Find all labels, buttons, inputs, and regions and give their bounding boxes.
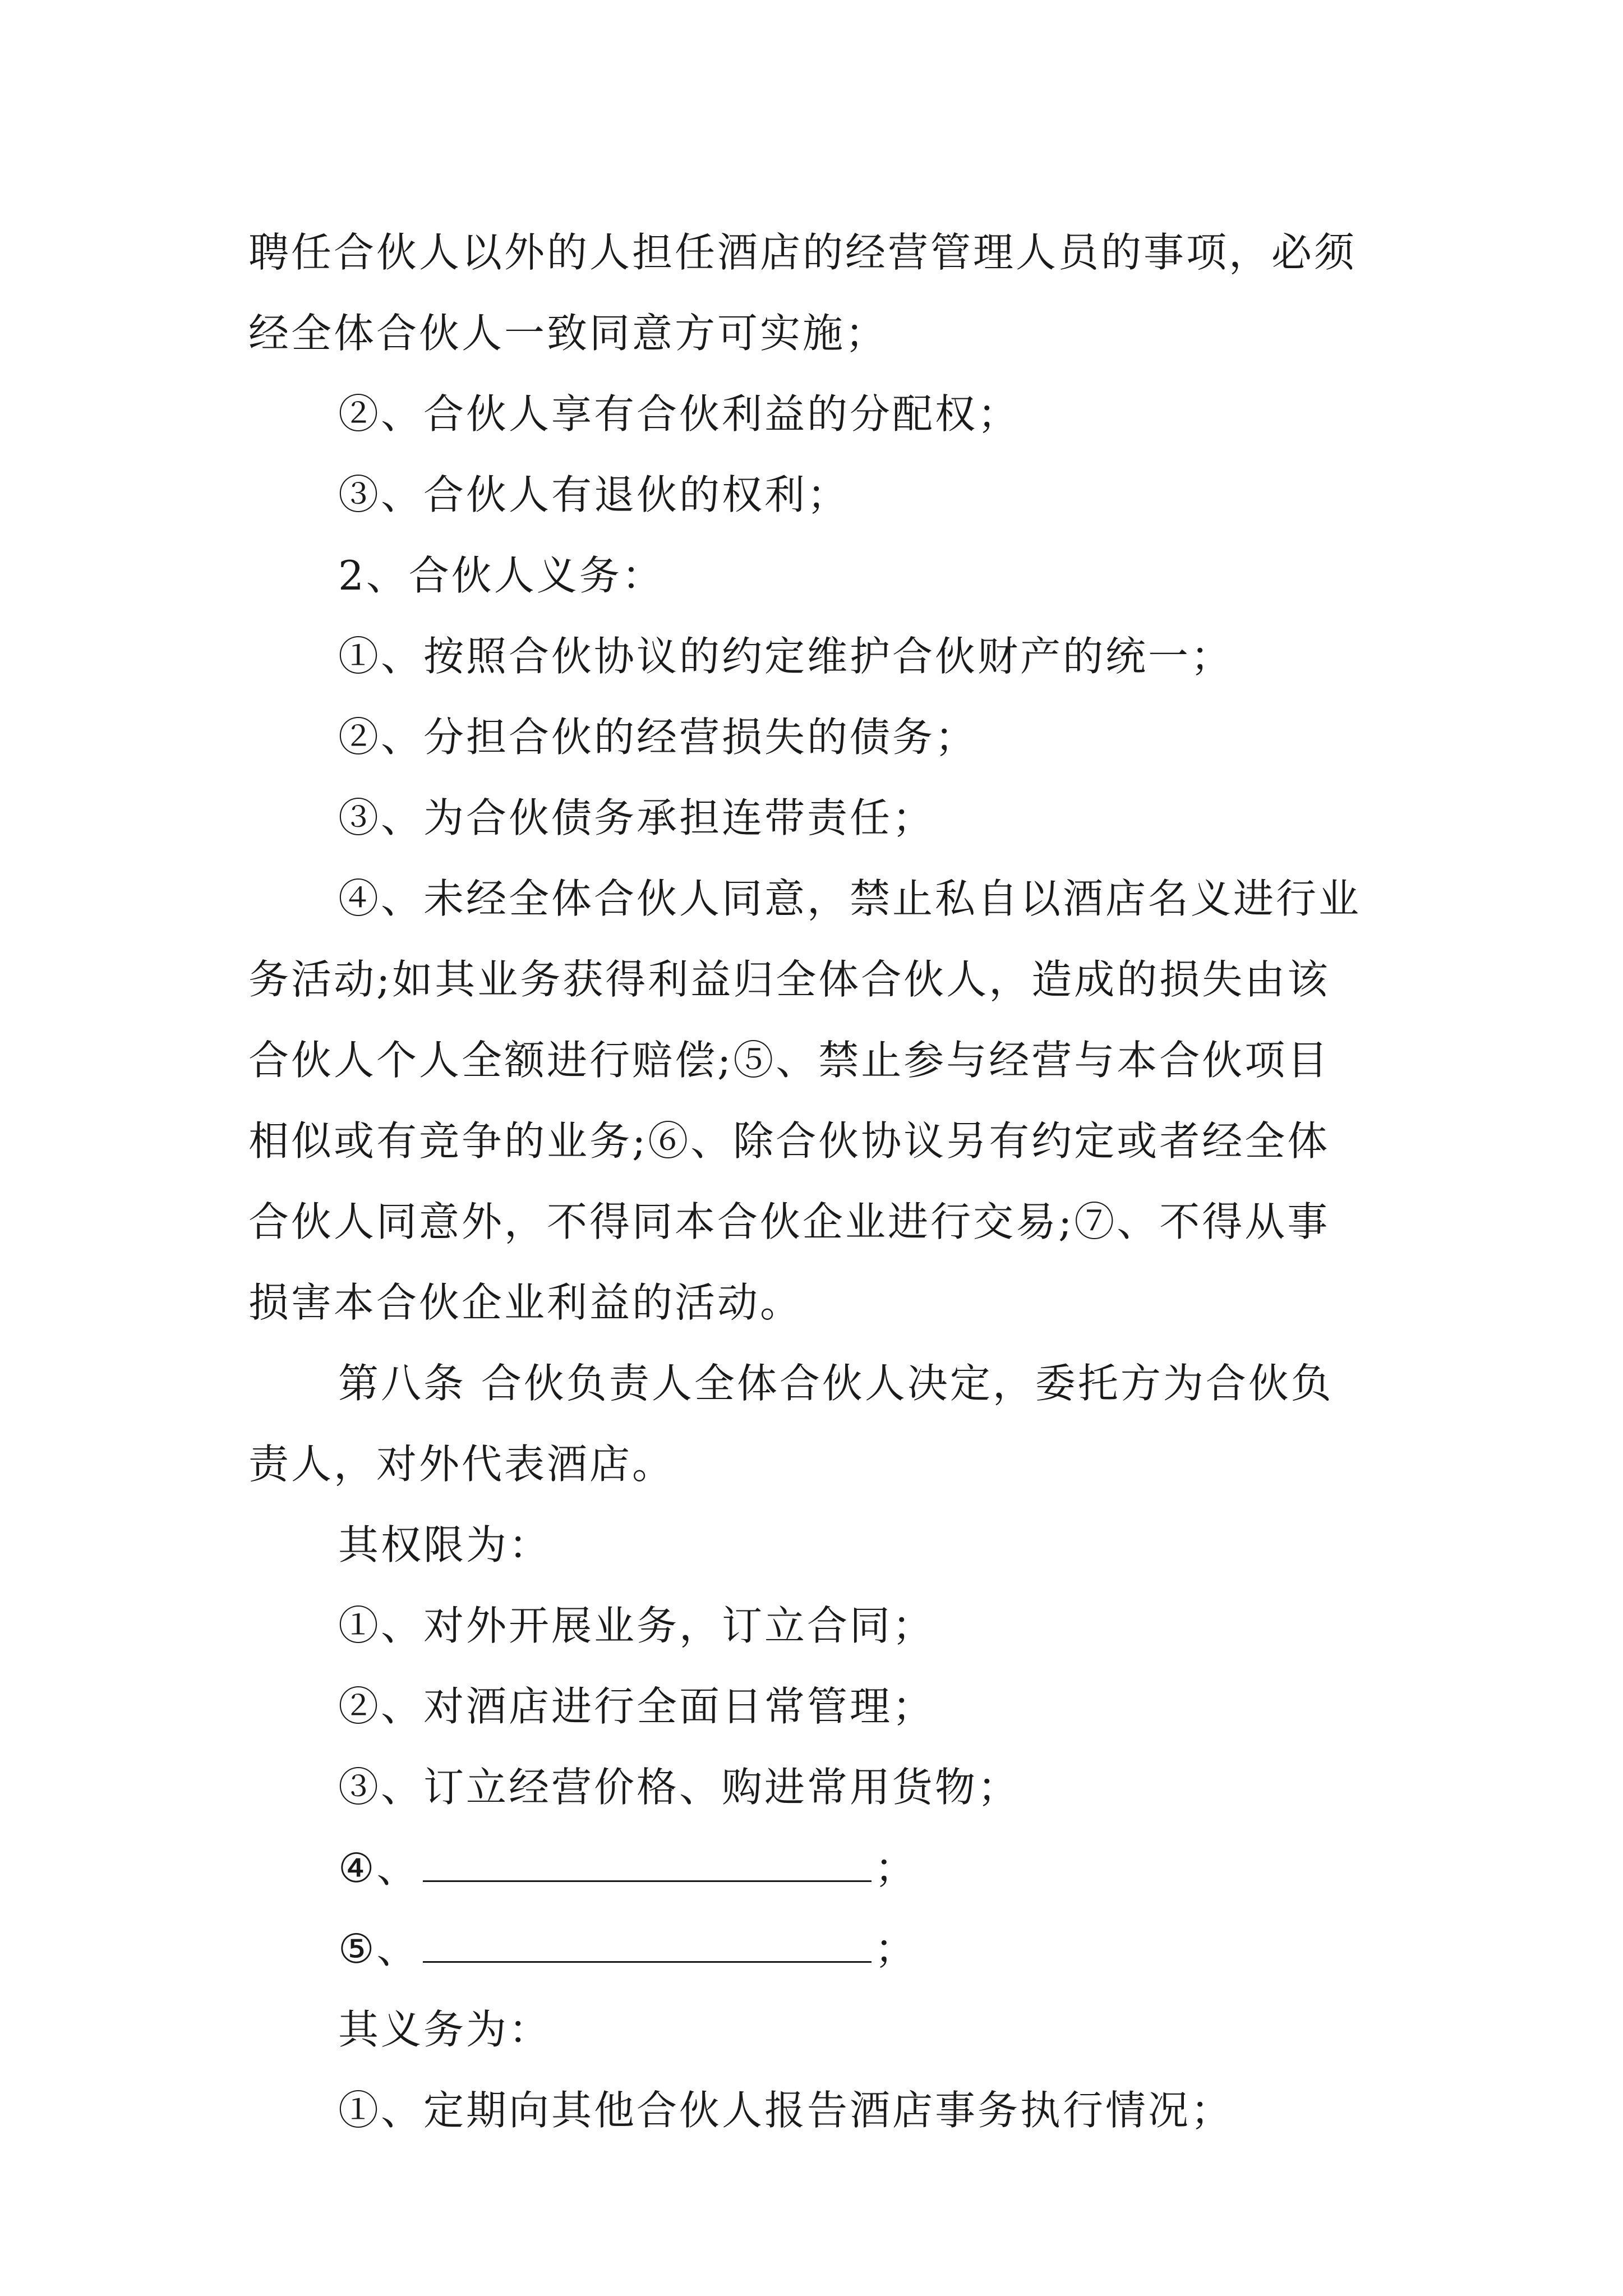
fill-in-blank[interactable]	[423, 1916, 872, 1963]
section-heading: 2、合伙人义务：	[338, 552, 665, 599]
list-item: ④、未经全体合伙人同意，禁止私自以酒店名义进行业	[338, 875, 1362, 922]
text-line: 相似或有竞争的业务;⑥、除合伙协议另有约定或者经全体	[248, 1117, 1330, 1165]
list-item: ③、订立经营价格、购进常用货物；	[338, 1764, 1021, 1811]
blank-list-item	[248, 1828, 1393, 1908]
article-heading: 第八条 合伙负责人全体合伙人决定，委托方为合伙负	[338, 1360, 1334, 1407]
text-line: 责人，对外代表酒店。	[248, 1441, 675, 1488]
blank-item-prefix: ④、	[338, 1844, 419, 1892]
blank-list-item	[248, 1908, 1393, 1989]
text-line: 合伙人同意外，不得同本合伙企业进行交易;⑦、不得从事	[248, 1198, 1330, 1245]
text-line: 合伙人个人全额进行赔偿;⑤、禁止参与经营与本合伙项目	[248, 1037, 1330, 1084]
blank-item-suffix: ；	[874, 1925, 917, 1972]
list-item: ①、按照合伙协议的约定维护合伙财产的统一；	[338, 633, 1234, 680]
subsection-heading: 其权限为：	[338, 1521, 552, 1568]
text-line: 务活动;如其业务获得利益归全体合伙人，造成的损失由该	[248, 956, 1330, 1003]
text-line: 经全体合伙人一致同意方可实施；	[248, 310, 888, 357]
text-line: 聘任合伙人以外的人担任酒店的经营管理人员的事项，必须	[248, 229, 1357, 276]
list-item: ③、合伙人有退伙的权利；	[338, 471, 850, 518]
list-item: ②、对酒店进行全面日常管理；	[338, 1683, 935, 1730]
list-item: ①、定期向其他合伙人报告酒店事务执行情况；	[338, 2087, 1234, 2134]
list-item: ③、为合伙债务承担连带责任；	[338, 794, 935, 841]
list-item: ②、合伙人享有合伙利益的分配权；	[338, 390, 1021, 438]
document-body	[248, 212, 1393, 2151]
subsection-heading: 其义务为：	[338, 2006, 552, 2053]
fill-in-blank[interactable]	[423, 1835, 872, 1882]
list-item: ②、分担合伙的经营损失的债务；	[338, 714, 978, 761]
blank-item-prefix: ⑤、	[338, 1925, 419, 1972]
blank-item-suffix: ；	[874, 1844, 917, 1892]
text-line: 损害本合伙企业利益的活动。	[248, 1279, 803, 1326]
list-item: ①、对外开展业务，订立合同；	[338, 1602, 935, 1649]
